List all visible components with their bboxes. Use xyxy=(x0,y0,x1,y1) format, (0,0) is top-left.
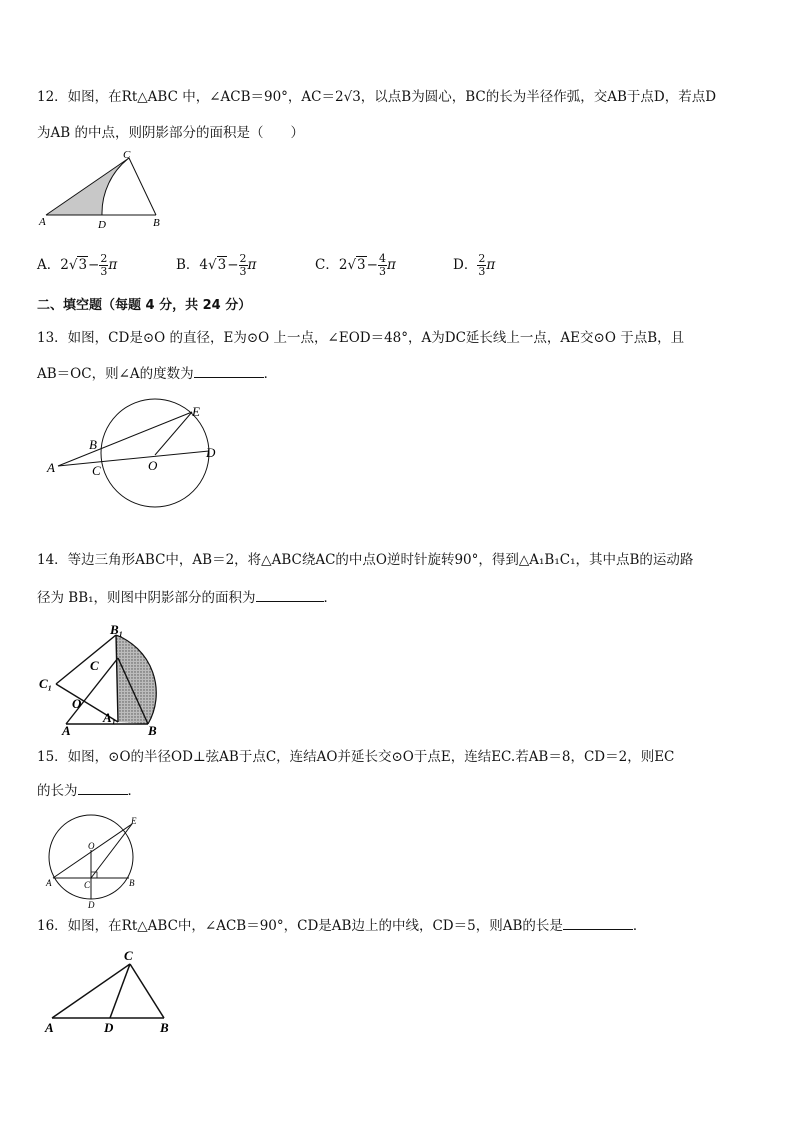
q12-label-d: D xyxy=(98,219,106,231)
q16-label-b: B xyxy=(160,1020,169,1035)
q13-label-c: C xyxy=(92,463,101,478)
q14-label-a: A xyxy=(62,723,71,738)
q15-label-c: C xyxy=(84,880,91,890)
q16-side-cb xyxy=(130,964,164,1018)
section-title-fill-in: 二、填空题（每题 4 分，共 24 分） xyxy=(37,298,252,313)
q16-side-ac xyxy=(52,964,130,1018)
q14-label-a1: A₁ xyxy=(103,710,117,725)
q12-line2: 为AB 的中点，则阴影部分的面积是（ ） xyxy=(37,125,304,141)
q13-line-ad xyxy=(58,451,209,466)
q15-figure xyxy=(44,812,154,912)
q15-line-ae xyxy=(53,824,132,878)
q14-label-c: C xyxy=(90,658,99,673)
q14-label-o: O xyxy=(72,696,82,711)
q12-label-c: C xyxy=(123,149,131,161)
q15-line1: 15．如图，⊙O的半径OD⊥弦AB于点C，连结AO并延长交⊙O于点E，连结EC.若AB＝8，CD＝2，则EC xyxy=(37,749,675,765)
q15-label-a: A xyxy=(46,878,52,888)
q13-label-o: O xyxy=(148,458,158,473)
q14-line2: 径为 BB₁，则图中阴影部分的面积为 ． xyxy=(37,587,337,608)
q15-label-o: O xyxy=(88,841,95,851)
q13-label-b: B xyxy=(89,437,97,452)
q16-median-cd xyxy=(110,964,130,1018)
q12-option-b: B．4√3− $\frac{2}{3}$ π xyxy=(176,252,257,278)
q14-tri2-b1c1 xyxy=(56,635,116,684)
q16-line1: 16．如图，在Rt△ABC中，∠ACB＝90°，CD是AB边上的中线，CD＝5，则AB的长是 ． xyxy=(37,915,646,936)
q15-line2: 的长为 ． xyxy=(37,780,141,801)
q15-label-e: E xyxy=(131,816,137,826)
q14-figure xyxy=(38,620,168,740)
q13-figure xyxy=(44,395,234,515)
q13-label-e: E xyxy=(192,404,200,419)
q12-option-d: D． $\frac{2}{3}$ π xyxy=(453,252,496,278)
q16-label-d: D xyxy=(104,1020,114,1035)
q12-line1: 12．如图，在Rt△ABC 中，∠ACB＝90°，AC＝2√3，以点B为圆心，BC的长为半径作弧，交AB于点D，若点D xyxy=(37,89,717,105)
q13-label-d: D xyxy=(206,445,216,460)
q12-option-c: C．2√3− $\frac{4}{3}$ π xyxy=(315,252,396,278)
q15-label-d: D xyxy=(88,900,95,910)
q14-label-b1: B₁ xyxy=(110,622,124,637)
q13-line2: AB＝OC，则∠A的度数为 ． xyxy=(37,363,277,384)
q12-option-a: A．2√3− $\frac{2}{3}$ π xyxy=(37,252,118,278)
q13-line1: 13．如图，CD是⊙O 的直径，E为⊙O 上一点，∠EOD＝48°，A为DC延长线上一点，AE交⊙O 于点B，且 xyxy=(37,330,685,346)
q16-label-a: A xyxy=(45,1020,54,1035)
q14-shaded-region xyxy=(116,635,156,724)
q12-side-cb xyxy=(129,158,156,215)
q12-label-b: B xyxy=(153,217,160,229)
q13-label-a: A xyxy=(47,460,55,475)
q13-line-oe xyxy=(155,412,192,455)
q15-line-ec xyxy=(91,824,132,878)
q13-line-ae xyxy=(58,412,192,466)
q16-label-c: C xyxy=(124,948,133,963)
q12-label-a: A xyxy=(39,216,46,228)
q16-figure xyxy=(40,945,180,1035)
q14-label-b: B xyxy=(148,723,157,738)
q14-line1: 14．等边三角形ABC中，AB＝2，将△ABC绕AC的中点O逆时针旋转90°，得到△A₁B₁C₁，其中点B的运动路 xyxy=(37,552,694,568)
q15-label-b: B xyxy=(129,878,135,888)
q14-label-c1: C₁ xyxy=(39,676,53,691)
q12-figure xyxy=(38,150,168,230)
